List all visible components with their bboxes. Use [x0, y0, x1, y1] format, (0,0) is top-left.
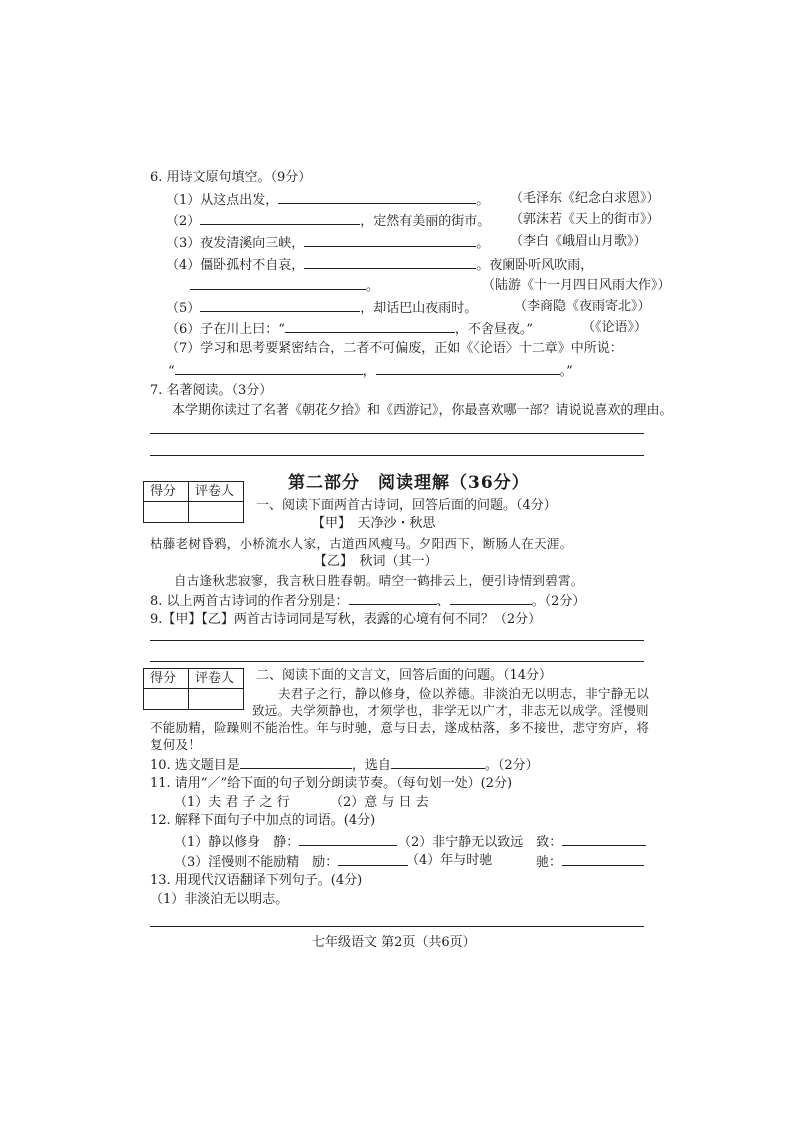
q12-item-4: （4）年与时驰: [406, 853, 493, 868]
passage-line-2: 致远。夫学须静也，才须学也，非学无以广才，非志无以成学。淫慢则: [252, 703, 649, 718]
grader-label: 评卷人: [195, 671, 235, 686]
q6-3-end: 。: [476, 236, 490, 251]
q6-7-open-quote: “: [168, 364, 175, 379]
q6-3-prefix: （3）夜发清溪向三峡，: [166, 236, 305, 251]
q6-4-prefix: （4）僵卧孤村不自哀，: [166, 258, 305, 273]
q6-4-blank-2[interactable]: [190, 277, 366, 290]
score-box: [143, 668, 244, 710]
q12-3-blank[interactable]: [338, 853, 408, 866]
sec1-intro: 一、阅读下面两首古诗词，回答后面的问题。（4分）: [256, 498, 557, 513]
q7-text: 本学期你读过了名著《朝花夕拾》和《西游记》，你最喜欢哪一部？请说说喜欢的理由。: [172, 403, 673, 418]
score-label: 得分: [150, 671, 177, 686]
q12-1-label: （1）静以修身 静：: [174, 835, 300, 850]
poem1-tag: 【甲】: [312, 516, 345, 531]
q6-5-suffix: ，却话巴山夜雨时。: [360, 301, 478, 316]
q6-4-end: 。: [366, 279, 380, 294]
q10-blank-1[interactable]: [240, 756, 352, 769]
q8-blank-1[interactable]: [349, 592, 437, 605]
q12-2-label: （2）非宁静无以致远 致：: [398, 835, 563, 850]
poem2-header: [314, 554, 438, 570]
page-footer: 七年级语文 第2页（共6页）: [312, 935, 476, 950]
q6-item-4: [166, 256, 593, 274]
q10-suffix: 。（2分）: [484, 758, 539, 773]
poem1-text: 枯藤老树昏鸦，小桥流水人家，古道西风瘦马。夕阳西下，断肠人在天涯。: [150, 536, 573, 551]
q6-7-comma: ，: [362, 364, 376, 379]
q6-item-4-line2: [190, 277, 379, 295]
q6-item-7-line2: [168, 362, 573, 380]
q6-item-6: [166, 320, 533, 338]
q10: [150, 756, 539, 774]
passage-line-1: 夫君子之行，静以修身，俭以养德。非淡泊无以明志，非宁静无以: [278, 686, 650, 701]
q6-3-blank[interactable]: [304, 234, 476, 247]
q6-5-prefix: （5）: [166, 301, 201, 316]
q12-2-blank[interactable]: [562, 833, 646, 846]
answer-line[interactable]: [150, 926, 644, 927]
poem1-title: 天净沙・秋思: [357, 516, 436, 531]
q12: 12. 解释下面句子中加点的词语。(4分): [150, 813, 376, 828]
q6-4-source: （陆游《十一月四日风雨大作》）: [482, 278, 671, 293]
q6-6-prefix: （6）子在川上曰：“: [166, 322, 285, 337]
q6-item-2: [166, 212, 490, 230]
q6-3-source: （李白《峨眉山月歌》）: [510, 234, 647, 249]
q8-blank-2[interactable]: [450, 592, 532, 605]
q8: [150, 592, 585, 610]
q11: 11. 请用“／”给下面的句子划分朗读节奏。（每句划一处）(2分): [150, 776, 513, 791]
q6-2-prefix: （2）: [166, 214, 201, 229]
poem2-title: 秋词（其一）: [359, 554, 438, 569]
q6-2-source: （郭沫若《天上的街市》）: [510, 212, 660, 227]
score-label: 得分: [150, 484, 177, 499]
q6-1-blank[interactable]: [278, 191, 476, 204]
q6-2-suffix: ，定然有美丽的街市。: [360, 214, 491, 229]
q10-blank-2[interactable]: [391, 756, 485, 769]
q6-6-blank[interactable]: [285, 320, 455, 333]
q12-item-4-answer: [536, 853, 644, 871]
q10-mid: ，选自: [351, 758, 391, 773]
q6-5-blank[interactable]: [200, 299, 360, 312]
q6-6-suffix: ，不舍昼夜。”: [454, 322, 534, 337]
q6-1-prefix: （1）从这点出发，: [166, 193, 279, 208]
q7-title: 7. 名著阅读。（3分）: [150, 383, 273, 398]
q6-7-blank-1[interactable]: [175, 362, 363, 375]
q10-prefix: 10. 选文题目是: [150, 758, 240, 773]
q6-item-5: [166, 299, 477, 317]
q12-item-1: [174, 833, 397, 851]
q8-sep: 、: [436, 594, 450, 609]
answer-line[interactable]: [150, 640, 644, 641]
poem2-tag: 【乙】: [314, 554, 347, 569]
passage-line-4: 复何及！: [150, 737, 202, 752]
score-box: [143, 481, 244, 523]
q8-prefix: 8. 以上两首古诗词的作者分别是：: [150, 594, 349, 609]
q6-4-blank-1[interactable]: [304, 256, 476, 269]
q6-item-3: [166, 234, 489, 252]
q12-item-2: [398, 833, 646, 851]
q6-7-blank-2[interactable]: [376, 362, 560, 375]
q6-5-source: （李商隐《夜雨寄北》）: [514, 299, 651, 314]
q13-item-1: （1）非淡泊无以明志。: [150, 892, 289, 907]
sec2-intro: 二、阅读下面的文言文，回答后面的问题。（14分）: [256, 668, 553, 683]
q8-suffix: 。（2分）: [531, 594, 586, 609]
q13: 13. 用现代汉语翻译下列句子。(4分): [150, 873, 363, 888]
grader-label: 评卷人: [195, 484, 235, 499]
answer-line[interactable]: [150, 661, 644, 662]
q11-item-2: （2）意 与 日 去: [330, 795, 429, 810]
q12-4-label: 驰：: [536, 855, 563, 870]
q6-1-end: 。: [476, 193, 490, 208]
q12-3-label: （3）淫慢则不能励精 励：: [174, 855, 339, 870]
poem2-text: 自古逢秋悲寂寥，我言秋日胜春朝。晴空一鹤排云上，便引诗情到碧霄。: [174, 573, 584, 588]
answer-line[interactable]: [150, 433, 644, 434]
q12-item-3: [174, 853, 408, 871]
q11-item-1: （1）夫 君 子 之 行: [174, 795, 290, 810]
passage-line-3: 不能励精，险躁则不能治性。年与时驰，意与日去，遂成枯落，多不接世，悲守穷庐，将: [150, 720, 650, 735]
q6-1-source: （毛泽东《纪念白求恩》）: [510, 191, 660, 206]
q6-title: 6. 用诗文原句填空。（9分）: [150, 170, 312, 185]
q6-7-close: 。”: [559, 364, 573, 379]
q12-1-blank[interactable]: [299, 833, 397, 846]
q9: 9.【甲】【乙】两首古诗词同是写秋，表露的心境有何不同？（2分）: [150, 612, 542, 627]
q6-4-mid: 。夜阑卧听风吹雨，: [476, 258, 594, 273]
q12-4-blank[interactable]: [562, 853, 644, 866]
q6-6-source: （《论语》）: [582, 320, 648, 335]
q6-item-1: [166, 191, 489, 209]
q6-item-7: （7）学习和思考要紧密结合，二者不可偏废，正如《〈论语〉十二章》中所说：: [166, 341, 623, 356]
q6-2-blank[interactable]: [200, 212, 360, 225]
poem1-header: [312, 516, 436, 532]
answer-line[interactable]: [150, 455, 644, 456]
part2-title: 第二部分 阅读理解（36分）: [288, 473, 530, 493]
